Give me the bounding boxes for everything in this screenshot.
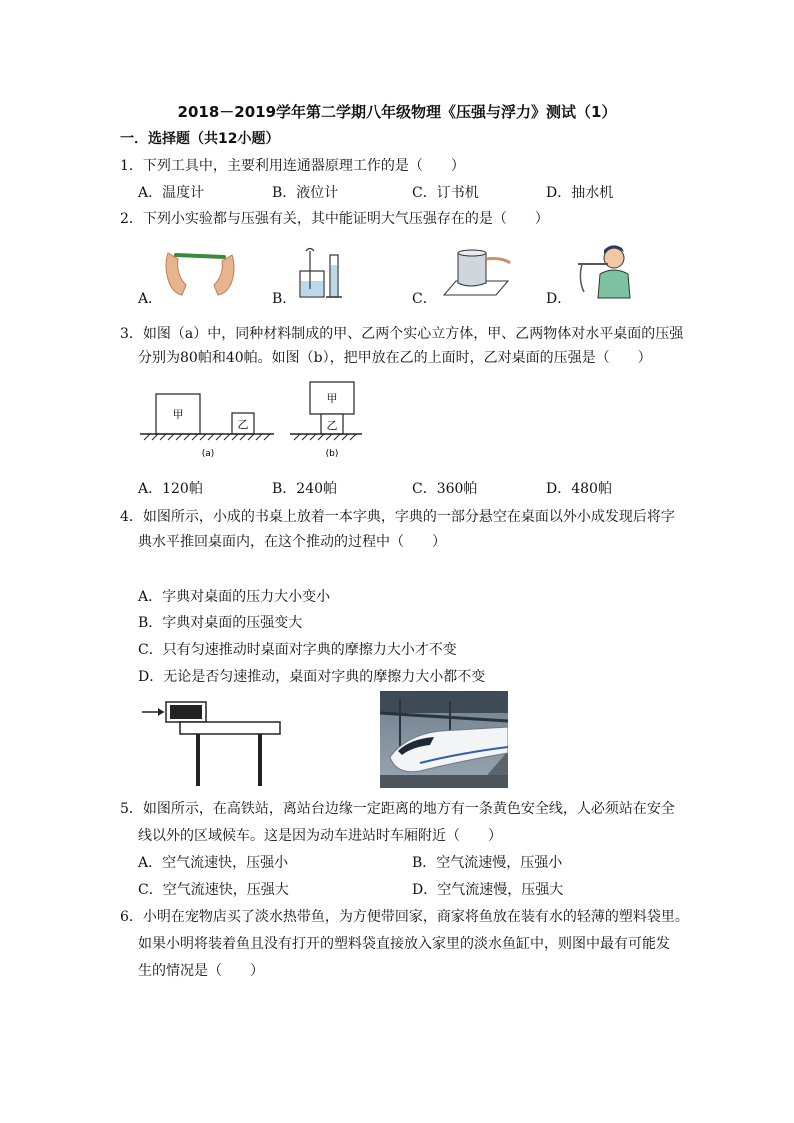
question-4-stem-line-1: 4．如图所示，小成的书桌上放着一本字典，字典的一部分悬空在桌面以外小成发现后将字 [120, 509, 675, 525]
section-heading: 一．选择题（共12小题） [120, 131, 280, 147]
q3-option-a: A．120帕 [138, 481, 203, 497]
cube-jia-label-a: 甲 [172, 408, 184, 421]
q3-option-c: C．360帕 [412, 481, 478, 497]
high-speed-train-photo [380, 691, 508, 788]
cube-jia-label-b: 甲 [326, 392, 338, 405]
cube-yi-label-a: 乙 [237, 418, 249, 431]
q4-option-d: D．无论是否匀速推动，桌面对字典的摩擦力大小都不变 [138, 669, 486, 685]
q1-option-b: B．液位计 [272, 185, 339, 201]
boy-tube-figure [574, 240, 634, 300]
question-6-stem-line-1: 6．小明在宠物店买了淡水热带鱼，为方便带回家，商家将鱼放在装有水的轻薄的塑料袋里。 [120, 909, 689, 925]
q4-option-a: A．字典对桌面的压力大小变小 [138, 589, 331, 605]
question-4-stem-line-2: 典水平推回桌面内，在这个推动的过程中（ ） [138, 534, 446, 550]
cubes-figure [138, 378, 378, 462]
question-1-stem: 1．下列工具中，主要利用连通器原理工作的是（ ） [120, 158, 465, 174]
q2-option-a: A． [138, 291, 163, 307]
q2-option-d: D． [546, 291, 572, 307]
question-5-stem-line-1: 5．如图所示，在高铁站，离站台边缘一定距离的地方有一条黄色安全线，人必须站在安全 [120, 801, 675, 817]
q3-option-d: D．480帕 [546, 481, 612, 497]
caption-a: (a) [201, 449, 215, 459]
question-6-stem-line-3: 生的情况是（ ） [138, 963, 264, 979]
inverted-cup-figure [440, 243, 512, 303]
q5-option-c: C．空气流速快，压强大 [138, 882, 289, 898]
hands-ruler-figure [162, 245, 238, 300]
q5-option-a: A．空气流速快，压强小 [138, 855, 289, 871]
q5-option-b: B．空气流速慢，压强小 [412, 855, 563, 871]
question-2-stem: 2．下列小实验都与压强有关，其中能证明大气压强存在的是（ ） [120, 211, 549, 227]
question-6-stem-line-2: 如果小明将装着鱼且没有打开的塑料袋直接放入家里的淡水鱼缸中，则图中最有可能发 [138, 936, 670, 952]
q1-option-d: D．抽水机 [546, 185, 614, 201]
cube-yi-label-b: 乙 [326, 419, 338, 432]
page-title: 2018－2019学年第二学期八年级物理《压强与浮力》测试（1） [177, 103, 617, 121]
q3-option-b: B．240帕 [272, 481, 338, 497]
q2-option-b: B． [272, 291, 297, 307]
q2-option-c: C． [412, 291, 437, 307]
water-apparatus-figure [296, 245, 346, 300]
question-3-stem-line-1: 3．如图（a）中，同种材料制成的甲、乙两个实心立方体，甲、乙两物体对水平桌面的压强 [120, 326, 684, 342]
q4-option-c: C．只有匀速推动时桌面对字典的摩擦力大小才不变 [138, 642, 457, 658]
question-5-stem-line-2: 线以外的区域候车。这是因为动车进站时车厢附近（ ） [138, 828, 502, 844]
q4-option-b: B．字典对桌面的压强变大 [138, 615, 303, 631]
desk-dictionary-figure [140, 698, 290, 790]
question-3-stem-line-2: 分别为80帕和40帕。如图（b），把甲放在乙的上面时，乙对桌面的压强是（ ） [138, 350, 652, 366]
q1-option-a: A．温度计 [138, 185, 205, 201]
caption-b: (b) [325, 449, 339, 459]
q1-option-c: C．订书机 [412, 185, 479, 201]
q5-option-d: D．空气流速慢，压强大 [412, 882, 564, 898]
